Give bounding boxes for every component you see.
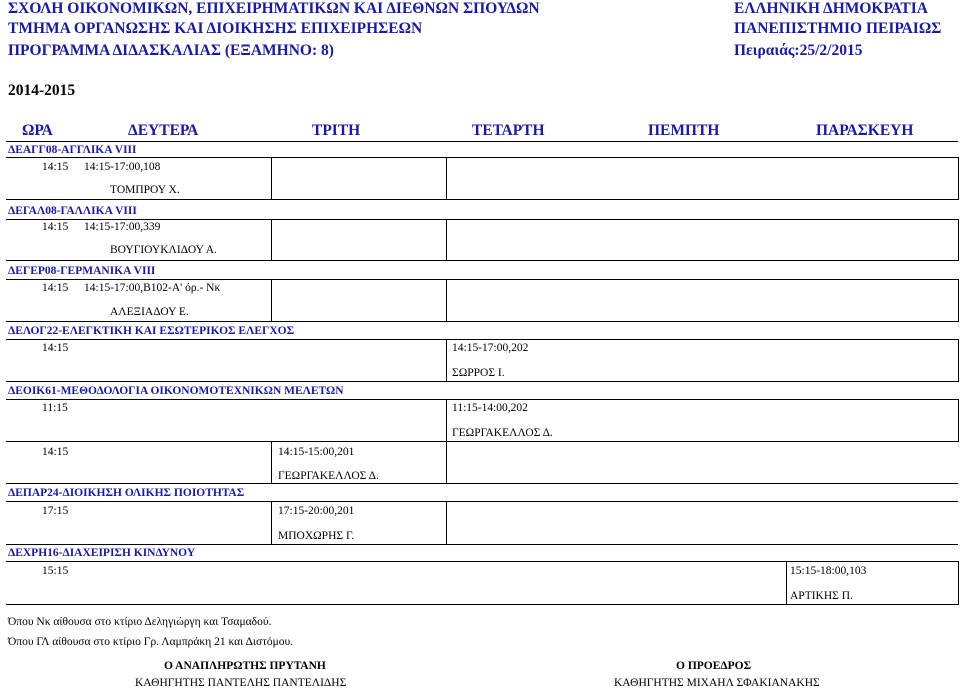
- row-time: 15:15: [42, 565, 69, 577]
- cell-border: [446, 279, 447, 322]
- teacher-tuesday: ΓΕΩΡΓΑΚΕΛΛΟΣ Δ.: [278, 470, 379, 482]
- slot-friday: 15:15-18:00,103: [790, 565, 867, 577]
- cell-border: [446, 219, 447, 261]
- university-name: ΠΑΝΕΠΙΣΤΗΜΙΟ ΠΕΙΡΑΙΩΣ: [734, 20, 942, 37]
- row-divider: [6, 339, 958, 340]
- row-divider: [6, 279, 958, 280]
- row-divider: [6, 219, 958, 220]
- cell-border: [271, 157, 272, 200]
- cell-border: [271, 279, 272, 322]
- row-divider: [6, 561, 958, 562]
- place-date: Πειραιάς:25/2/2015: [734, 42, 863, 59]
- cell-border: [271, 441, 272, 484]
- department-name: ΤΜΗΜΑ ΟΡΓΑΝΩΣΗΣ ΚΑΙ ΔΙΟΙΚΗΣΗΣ ΕΠΙΧΕΙΡΗΣΕΩΝ: [8, 20, 423, 37]
- column-header-monday: ΔΕΥΤΕΡΑ: [128, 122, 199, 139]
- cell-border: [958, 219, 959, 261]
- row-time: 14:15: [42, 161, 69, 173]
- column-header-friday: ΠΑΡΑΣΚΕΥΗ: [816, 122, 914, 139]
- academic-year: 2014-2015: [8, 82, 76, 99]
- right-signatory-role: Ο ΠΡΟΕΔΡΟΣ: [676, 660, 752, 672]
- left-signatory-role: Ο ΑΝΑΠΛΗΡΩΤΗΣ ΠΡΥΤΑΝΗ: [164, 660, 326, 672]
- footnote-nk: Όπου Νκ αίθουσα στο κτίριο Δεληγιώργη και Τσαμαδού.: [8, 616, 272, 628]
- cell-border: [446, 399, 447, 442]
- republic-label: ΕΛΛΗΝΙΚΗ ΔΗΜΟΚΡΑΤΙΑ: [734, 0, 928, 17]
- cell-border: [958, 339, 959, 382]
- column-header-tuesday: ΤΡΙΤΗ: [312, 122, 361, 139]
- row-divider: [6, 544, 958, 545]
- cell-border: [786, 561, 787, 605]
- course-title: ΔΕΧΡΗ16-ΔΙΑΧΕΙΡΙΣΗ ΚΙΝΔΥΝΟΥ: [8, 547, 196, 559]
- row-divider: [6, 501, 958, 502]
- footnote-gl: Όπου ΓΛ αίθουσα στο κτίριο Γρ. Λαμπράκη 21 και Διστόμου.: [8, 636, 294, 648]
- program-title: ΠΡΟΓΡΑΜΜΑ ΔΙΔΑΣΚΑΛΙΑΣ (ΕΞΑΜΗΝΟ: 8): [8, 42, 334, 59]
- slot-tuesday: 17:15-20:00,201: [278, 505, 355, 517]
- teacher-monday: ΤΟΜΠΡΟΥ Χ.: [110, 184, 180, 196]
- teacher-wednesday: ΓΕΩΡΓΑΚΕΛΛΟΣ Δ.: [452, 427, 553, 439]
- slot-wednesday: 11:15-14:00,202: [452, 402, 528, 414]
- row-divider: [6, 381, 958, 382]
- left-signatory-name: ΚΑΘΗΓΗΤΗΣ ΠΑΝΤΕΛΗΣ ΠΑΝΤΕΛΙΔΗΣ: [135, 677, 347, 689]
- row-time: 14:15: [42, 446, 69, 458]
- right-signatory-name: ΚΑΘΗΓΗΤΗΣ ΜΙΧΑΗΛ ΣΦΑΚΙΑΝΑΚΗΣ: [614, 677, 820, 689]
- teacher-wednesday: ΣΩΡΡΟΣ Ι.: [452, 367, 505, 379]
- header-divider: [6, 141, 958, 142]
- cell-border: [446, 157, 447, 200]
- cell-border: [958, 561, 959, 605]
- cell-border: [271, 219, 272, 261]
- row-divider: [6, 441, 958, 442]
- column-header-time: ΩΡΑ: [22, 122, 53, 139]
- slot-tuesday: 14:15-15:00,201: [278, 446, 355, 458]
- row-time: 17:15: [42, 505, 69, 517]
- row-time: 14:15: [42, 282, 69, 294]
- slot-monday: 14:15-17:00,339: [84, 221, 161, 233]
- cell-border: [446, 339, 447, 382]
- school-name: ΣΧΟΛΗ ΟΙΚΟΝΟΜΙΚΩΝ, ΕΠΙΧΕΙΡΗΜΑΤΙΚΩΝ ΚΑΙ ΔΙΕΘΝΩΝ ΣΠΟΥΔΩΝ: [8, 0, 540, 17]
- course-title: ΔΕΓΑΛ08-ΓΑΛΛΙΚΑ VIII: [8, 205, 137, 217]
- slot-monday: 14:15-17:00,Β102-Α' όρ.- Νκ: [84, 282, 221, 294]
- row-divider: [6, 604, 958, 605]
- course-title: ΔΕΑΓΓ08-ΑΓΓΛΙΚΑ VIII: [8, 144, 137, 156]
- cell-border: [446, 501, 447, 545]
- row-divider: [6, 157, 958, 158]
- row-time: 14:15: [42, 342, 69, 354]
- course-title: ΔΕΛΟΓ22-ΕΛΕΓΚΤΙΚΗ ΚΑΙ ΕΣΩΤΕΡΙΚΟΣ ΕΛΕΓΧΟΣ: [8, 325, 295, 337]
- cell-border: [271, 501, 272, 545]
- cell-border: [958, 279, 959, 322]
- cell-border: [958, 157, 959, 200]
- column-header-wednesday: ΤΕΤΑΡΤΗ: [472, 122, 545, 139]
- row-time: 14:15: [42, 221, 69, 233]
- teacher-tuesday: ΜΠΟΧΩΡΗΣ Γ.: [278, 530, 355, 542]
- slot-monday: 14:15-17:00,108: [84, 161, 161, 173]
- teacher-friday: ΑΡΤΙΚΗΣ Π.: [790, 590, 853, 602]
- teacher-monday: ΑΛΕΞΙΑΔΟΥ Ε.: [110, 306, 189, 318]
- course-title: ΔΕΓΕΡ08-ΓΕΡΜΑΝΙΚΑ VIII: [8, 265, 156, 277]
- teacher-monday: ΒΟΥΓΙΟΥΚΛΙΔΟΥ Α.: [110, 244, 217, 256]
- row-divider: [6, 399, 958, 400]
- row-time: 11:15: [42, 402, 68, 414]
- slot-wednesday: 14:15-17:00,202: [452, 342, 529, 354]
- column-header-thursday: ΠΕΜΠΤΗ: [648, 122, 720, 139]
- row-divider: [6, 260, 958, 261]
- row-divider: [6, 321, 958, 322]
- course-title: ΔΕΠΑΡ24-ΔΙΟΙΚΗΣΗ ΟΛΙΚΗΣ ΠΟΙΟΤΗΤΑΣ: [8, 487, 245, 499]
- course-title: ΔΕΟΙΚ61-ΜΕΘΟΔΟΛΟΓΙΑ ΟΙΚΟΝΟΜΟΤΕΧΝΙΚΩΝ ΜΕΛΕΤΩΝ: [8, 385, 344, 397]
- row-divider: [6, 199, 958, 200]
- cell-border: [446, 441, 447, 484]
- cell-border: [958, 399, 959, 442]
- row-divider: [6, 483, 958, 484]
